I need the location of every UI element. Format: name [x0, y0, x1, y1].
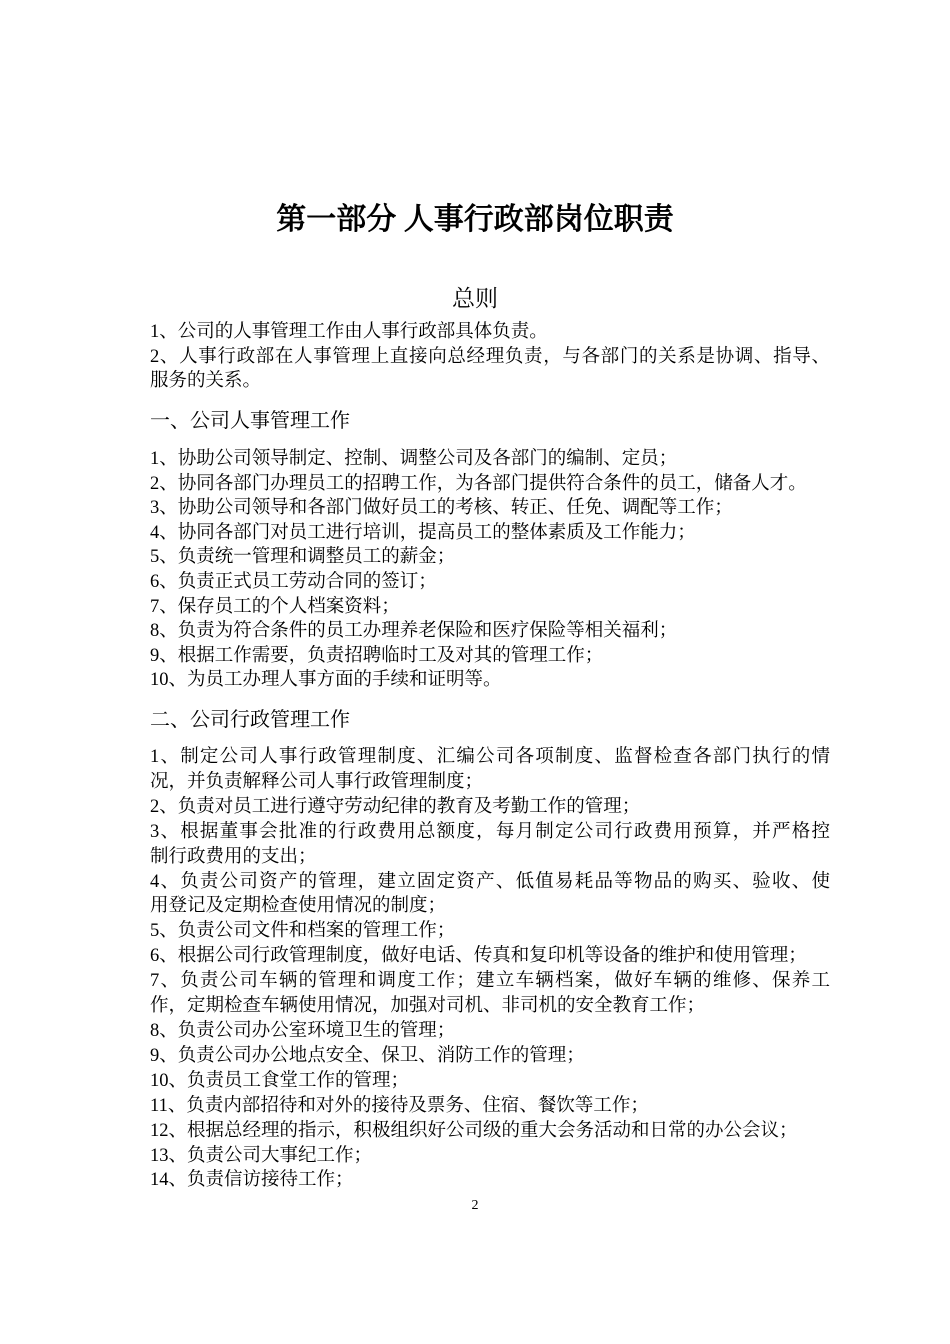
list-item	[150, 1019, 830, 1044]
general-list	[150, 320, 830, 394]
list-item-line: 2、协同各部门办理员工的招聘工作，为各部门提供符合条件的员工，储备人才。	[150, 473, 807, 494]
list-item	[150, 870, 830, 920]
section1-heading: 一、公司人事管理工作	[150, 410, 350, 432]
list-item-line: 9、根据工作需要，负责招聘临时工及对其的管理工作；	[150, 645, 604, 666]
list-item-line: 服务的关系。	[150, 371, 262, 392]
list-item-line: 2、人事行政部在人事管理上直接向总经理负责，与各部门的关系是协调、指导、	[150, 346, 830, 367]
list-item	[150, 447, 830, 472]
list-item	[150, 820, 830, 870]
list-item-line: 8、负责公司办公室环境卫生的管理；	[150, 1020, 456, 1041]
list-item-line: 6、负责正式员工劳动合同的签订；	[150, 571, 437, 592]
page-number: 2	[471, 1198, 479, 1213]
list-item-line: 11、负责内部招待和对外的接待及票务、住宿、餐饮等工作；	[150, 1095, 649, 1116]
list-item-line: 1、制定公司人事行政管理制度、汇编公司各项制度、监督检查各部门执行的情	[150, 747, 830, 767]
list-item	[150, 944, 830, 969]
list-item	[150, 969, 830, 1019]
list-item-line: 1、协助公司领导制定、控制、调整公司及各部门的编制、定员；	[150, 449, 678, 469]
list-item	[150, 545, 830, 570]
list-item	[150, 745, 830, 795]
list-item	[150, 919, 830, 944]
list-item	[150, 619, 830, 644]
list-item-line: 4、协同各部门对员工进行培训，提高员工的整体素质及工作能力；	[150, 522, 696, 543]
list-item	[150, 795, 830, 820]
list-item-line: 7、保存员工的个人档案资料；	[150, 596, 400, 617]
list-item	[150, 1168, 830, 1193]
list-item-line: 4、负责公司资产的管理，建立固定资产、低值易耗品等物品的购买、验收、使	[150, 871, 830, 892]
list-item	[150, 1044, 830, 1069]
general-heading: 总则	[452, 285, 498, 311]
list-item-line: 3、协助公司领导和各部门做好员工的考核、转正、任免、调配等工作；	[150, 498, 733, 519]
list-item	[150, 644, 830, 669]
list-item-line: 9、负责公司办公地点安全、保卫、消防工作的管理；	[150, 1045, 585, 1066]
list-item-line: 5、负责公司文件和档案的管理工作；	[150, 921, 456, 942]
list-item-line: 8、负责为符合条件的员工办理养老保险和医疗保险等相关福利；	[150, 621, 678, 642]
list-item-line: 10、负责员工食堂工作的管理；	[150, 1070, 410, 1091]
list-item	[150, 1094, 830, 1119]
list-item-line: 1、公司的人事管理工作由人事行政部具体负责。	[150, 322, 548, 342]
list-item	[150, 521, 830, 546]
list-item-line: 制行政费用的支出；	[150, 846, 317, 867]
list-item-line: 12、根据总经理的指示，积极组织好公司级的重大会务活动和日常的办公会议；	[150, 1120, 798, 1141]
list-item	[150, 345, 830, 394]
document-title: 第一部分 人事行政部岗位职责	[276, 203, 674, 236]
list-item	[150, 668, 830, 693]
section1-list	[150, 447, 830, 693]
list-item-line: 6、根据公司行政管理制度，做好电话、传真和复印机等设备的维护和使用管理；	[150, 946, 807, 967]
list-item	[150, 496, 830, 521]
list-item-line: 14、负责信访接待工作；	[150, 1170, 354, 1191]
list-item	[150, 595, 830, 620]
list-item	[150, 1144, 830, 1169]
list-item-line: 用登记及定期检查使用情况的制度；	[150, 896, 447, 917]
list-item-line: 7、负责公司车辆的管理和调度工作；建立车辆档案，做好车辆的维修、保养工	[150, 971, 830, 992]
list-item-line: 5、负责统一管理和调整员工的薪金；	[150, 547, 456, 568]
list-item	[150, 1069, 830, 1094]
list-item	[150, 570, 830, 595]
list-item-line: 3、根据董事会批准的行政费用总额度，每月制定公司行政费用预算，并严格控	[150, 821, 830, 842]
list-item-line: 作，定期检查车辆使用情况，加强对司机、非司机的安全教育工作；	[150, 996, 706, 1017]
section2-heading: 二、公司行政管理工作	[150, 709, 350, 731]
list-item-line: 13、负责公司大事纪工作；	[150, 1145, 373, 1166]
list-item	[150, 320, 830, 345]
list-item	[150, 472, 830, 497]
list-item-line: 10、为员工办理人事方面的手续和证明等。	[150, 670, 502, 691]
list-item	[150, 1119, 830, 1144]
list-item-line: 况，并负责解释公司人事行政管理制度；	[150, 771, 484, 792]
section2-list	[150, 745, 830, 1193]
list-item-line: 2、负责对员工进行遵守劳动纪律的教育及考勤工作的管理；	[150, 796, 641, 817]
